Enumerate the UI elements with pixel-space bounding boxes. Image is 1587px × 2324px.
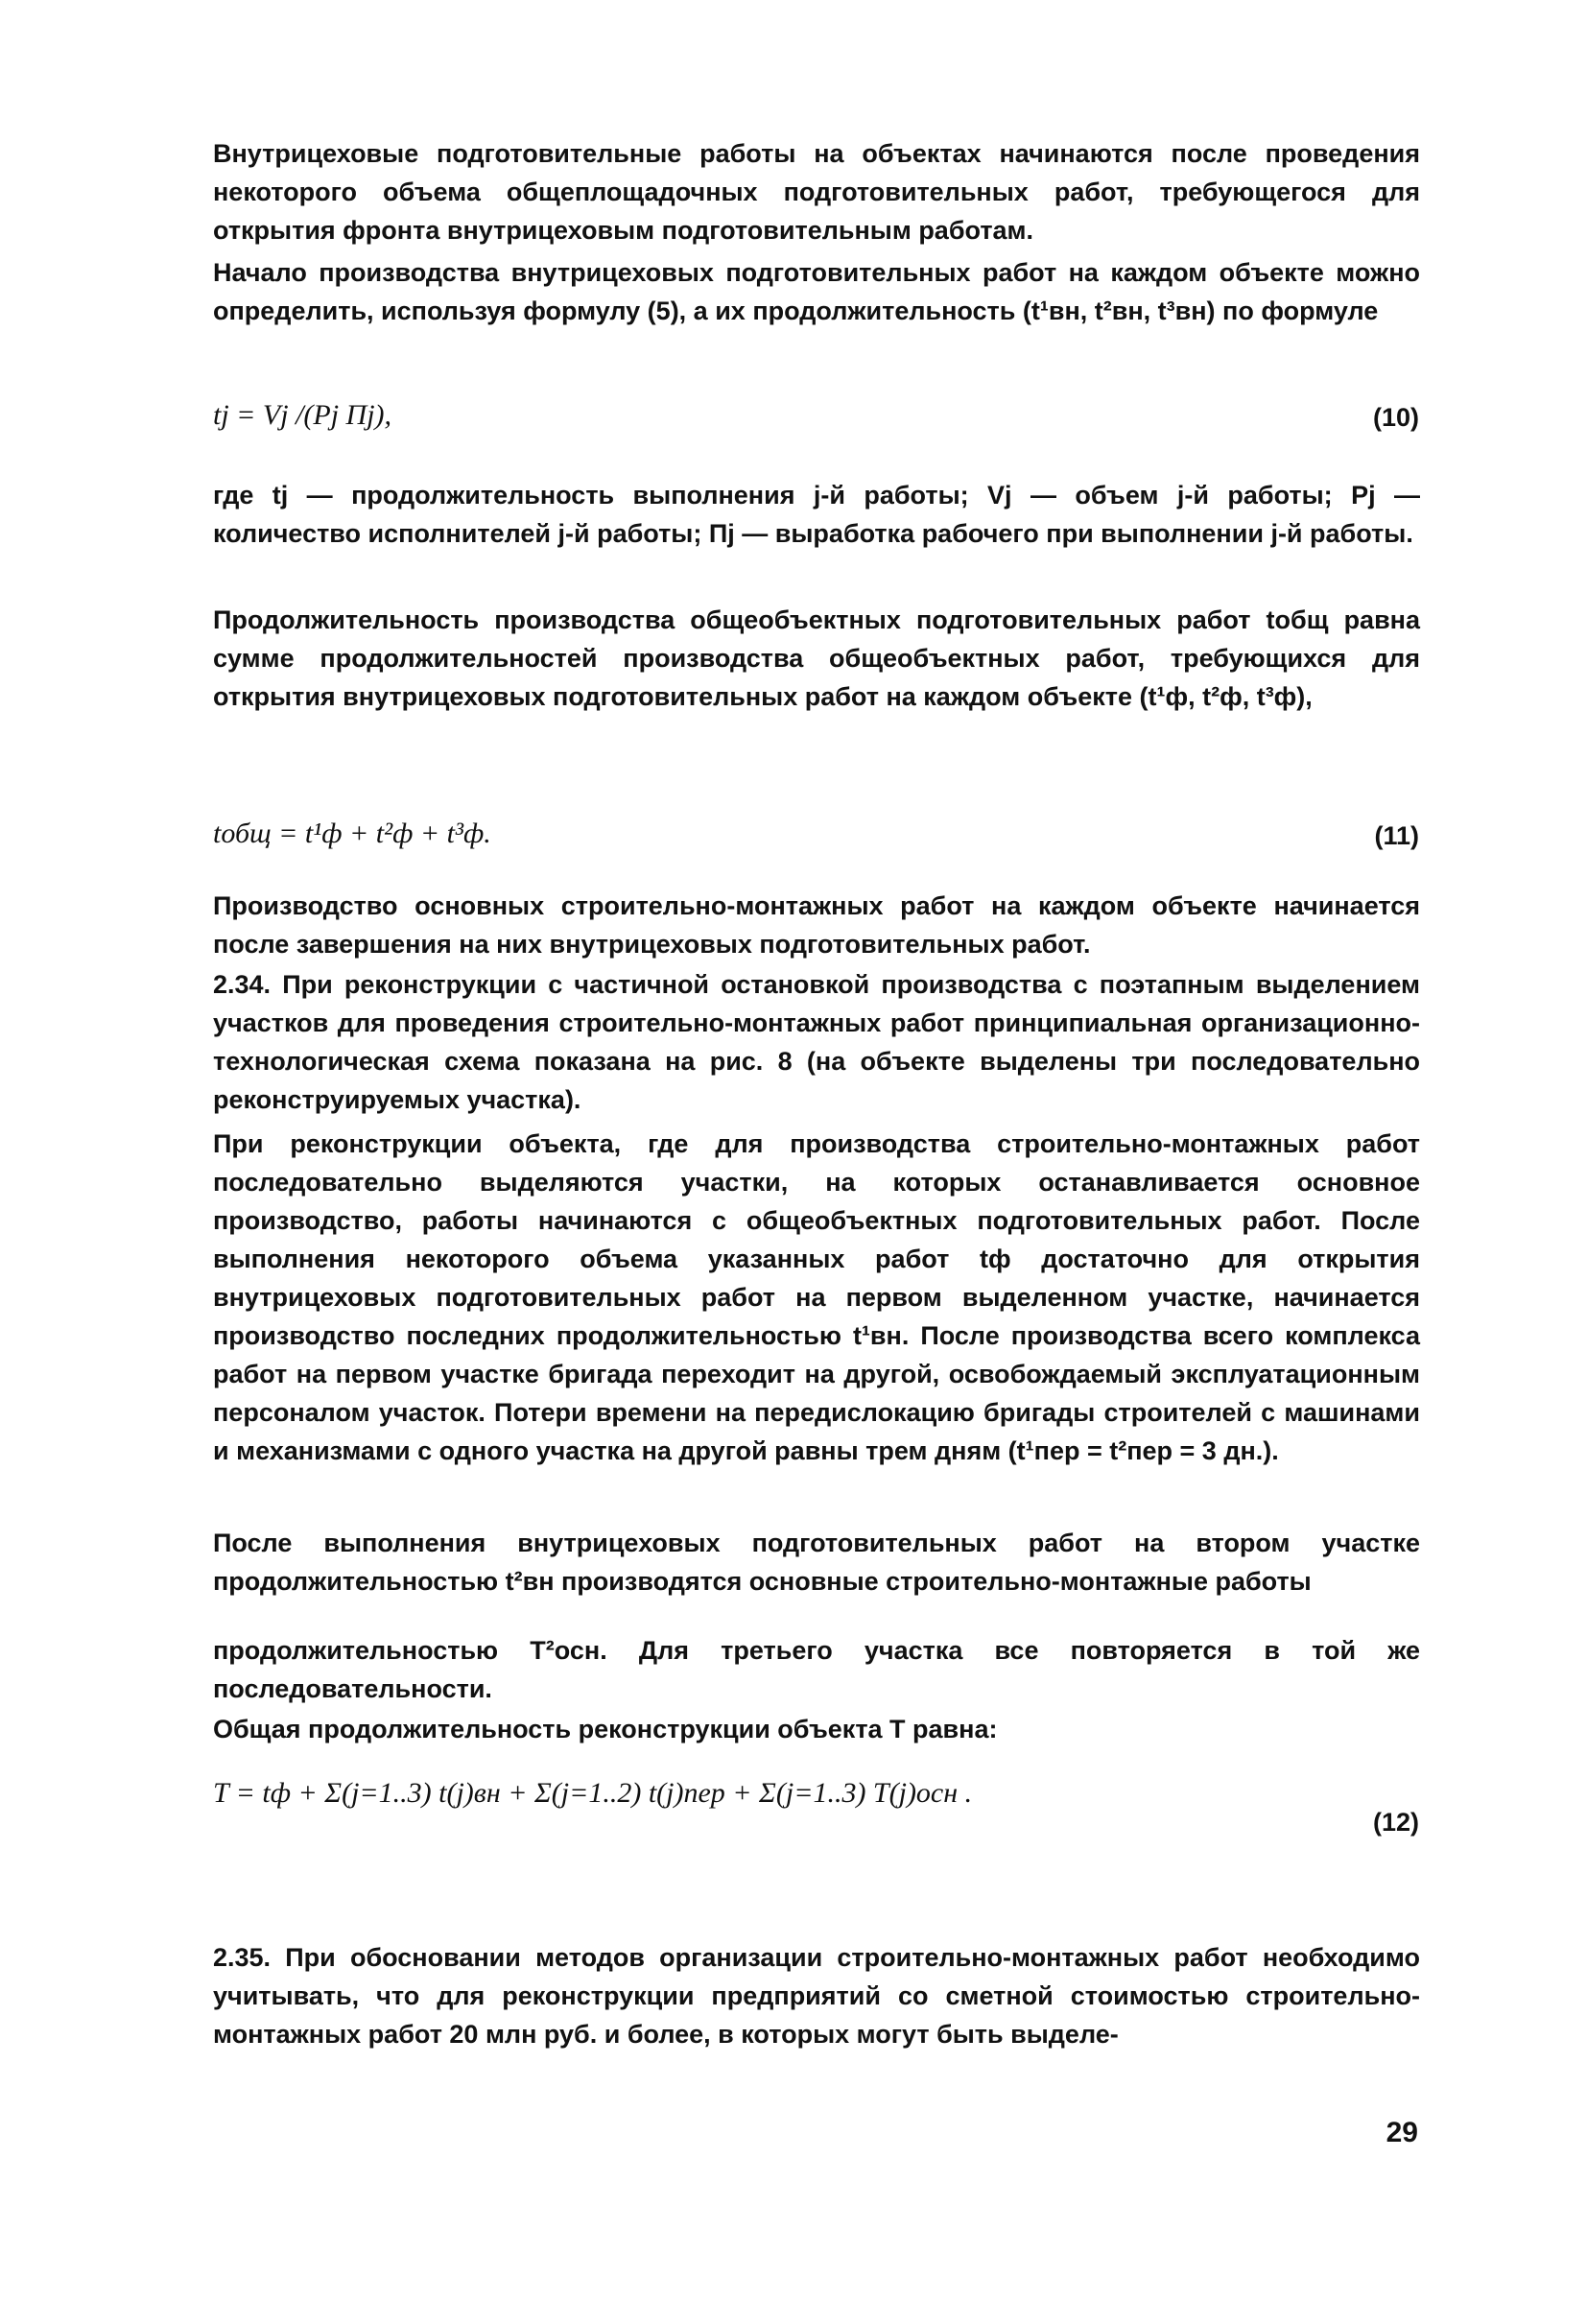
formula-11: tобщ = t¹ф + t²ф + t³ф. <box>213 818 491 849</box>
paragraph-6: 2.34. При реконструкции с частичной остановкой производства с поэтапным выделением участков для проведения строительно-монтажных работ принципиальная организационно-технологическая схема показана на рис. 8 (на объекте выделены три последовательно реконструируемых участка). <box>213 970 1420 1114</box>
formula-12: T = tф + Σ(j=1..3) t(j)вн + Σ(j=1..2) t(j)пер + Σ(j=1..3) T(j)осн . <box>213 1777 973 1809</box>
paragraph-11: 2.35. При обосновании методов организации строительно-монтажных работ необходимо учитывать, что для реконструкции предприятий со сметной стоимостью строительно-монтажных работ 20 млн руб. и более, в которых могут быть выделе- <box>213 1943 1420 2049</box>
paragraph-9: продолжительностью T²осн. Для третьего участка все повторяется в той же последовательности. <box>213 1636 1420 1703</box>
equation-number-10: (10) <box>1372 403 1419 432</box>
paragraph-5: Производство основных строительно-монтажных работ на каждом объекте начинается после завершения на них внутрицеховых подготовительных работ. <box>213 891 1420 959</box>
paragraph-7: При реконструкции объекта, где для производства строительно-монтажных работ последовательно выделяются участки, на которых останавливается основное производство, работы начинаются с общеобъектных подготовительных работ. После выполнения некоторого объема указанных работ tф достаточно для открытия внутрицеховых подготовительных работ на первом выделенном участке, начинается производство последних продолжительностью t¹вн. После производства всего комплекса работ на первом участке бригада переходит на другой, освобождаемый эксплуатационным персоналом участок. Потери времени на передислокацию бригады строителей с машинами и механизмами с одного участка на другой равны трем дням (t¹пер = t²пер = 3 дн.). <box>213 1129 1420 1465</box>
equation-number-11: (11) <box>1374 821 1419 850</box>
paragraph-4: Продолжительность производства общеобъектных подготовительных работ tобщ равна сумме продолжительностей производства общеобъектных работ, требующихся для открытия внутрицеховых подготовительных работ на каждом объекте (t¹ф, t²ф, t³ф), <box>213 605 1420 711</box>
paragraph-8: После выполнения внутрицеховых подготовительных работ на втором участке продолжительностью t²вн производятся основные строительно-монтажные работы <box>213 1529 1420 1596</box>
paragraph-10: Общая продолжительность реконструкции объекта T равна: <box>213 1715 998 1743</box>
equation-number-12: (12) <box>1372 1808 1419 1837</box>
page-number: 29 <box>1386 2117 1418 2148</box>
formula-10: tj = Vj /(Pj Пj), <box>213 399 392 431</box>
paragraph-3: где tj — продолжительность выполнения j-й работы; Vj — объем j-й работы; Pj — количество исполнителей j-й работы; Пj — выработка рабочего при выполнении j-й работы. <box>213 481 1420 548</box>
paragraph-1: Внутрицеховые подготовительные работы на объектах начинаются после проведения некоторого объема общеплощадочных подготовительных работ, требующегося для открытия фронта внутрицеховым подготовительным работам. <box>213 139 1420 245</box>
paragraph-2: Начало производства внутрицеховых подготовительных работ на каждом объекте можно определить, используя формулу (5), а их продолжительность (t¹вн, t²вн, t³вн) по формуле <box>213 258 1420 325</box>
